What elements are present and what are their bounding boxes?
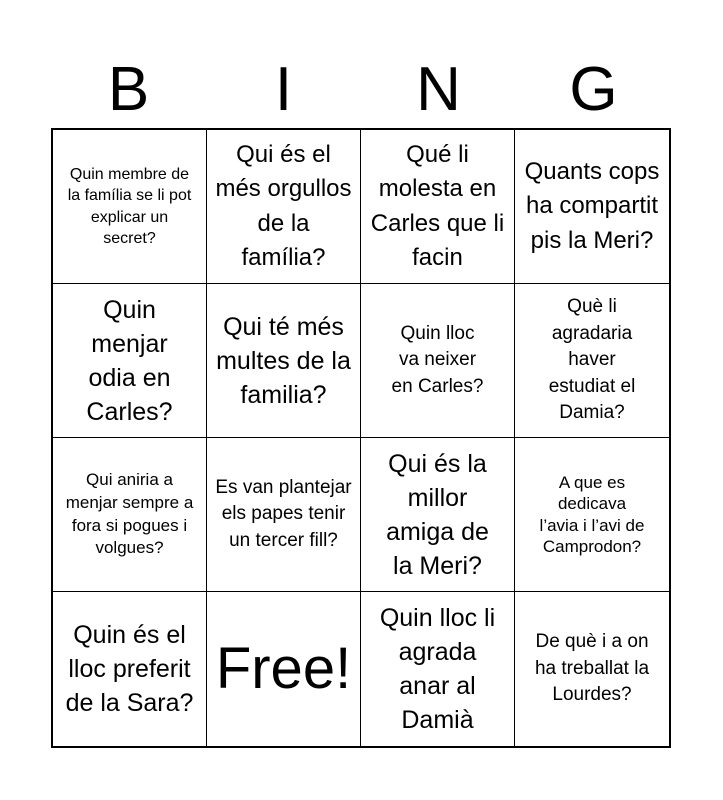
- bingo-cell[interactable]: Quin lloc va neixer en Carles?: [361, 284, 515, 438]
- bingo-header: [51, 52, 671, 128]
- header-letter-i: I: [274, 55, 293, 124]
- bingo-cell[interactable]: Qué li molesta en Carles que li facin: [361, 130, 515, 284]
- bingo-cell[interactable]: Què li agradaria haver estudiat el Damia?: [515, 284, 669, 438]
- bingo-cell[interactable]: Quin membre de la família se li pot explicar un secret?: [53, 130, 207, 284]
- bingo-cell[interactable]: Quin menjar odia en Carles?: [53, 284, 207, 438]
- bingo-free-cell[interactable]: Free!: [207, 592, 361, 746]
- header-letter-n: N: [416, 55, 461, 124]
- bingo-cell[interactable]: Qui és la millor amiga de la Meri?: [361, 438, 515, 592]
- bingo-cell[interactable]: Es van plantejar els papes tenir un tercer fill?: [207, 438, 361, 592]
- bingo-cell[interactable]: Quants cops ha compartit pis la Meri?: [515, 130, 669, 284]
- bingo-cell[interactable]: Qui és el més orgullos de la família?: [207, 130, 361, 284]
- bingo-cell[interactable]: De què i a on ha treballat la Lourdes?: [534, 631, 650, 706]
- bingo-cell[interactable]: Qui té més multes de la familia?: [207, 284, 361, 438]
- bingo-board: [51, 128, 671, 748]
- header-letter-b: B: [107, 55, 150, 124]
- bingo-cell[interactable]: Qui aniria a menjar sempre a fora si pogues i volgues?: [53, 438, 207, 592]
- header-letter-g: G: [569, 55, 618, 124]
- bingo-cell[interactable]: A que es dedicava l’avia i l’avi de Camprodon?: [515, 438, 669, 592]
- bingo-cell[interactable]: Quin és el lloc preferit de la Sara?: [53, 592, 207, 746]
- bingo-cell[interactable]: Quin lloc li agrada anar al Damià: [361, 592, 515, 746]
